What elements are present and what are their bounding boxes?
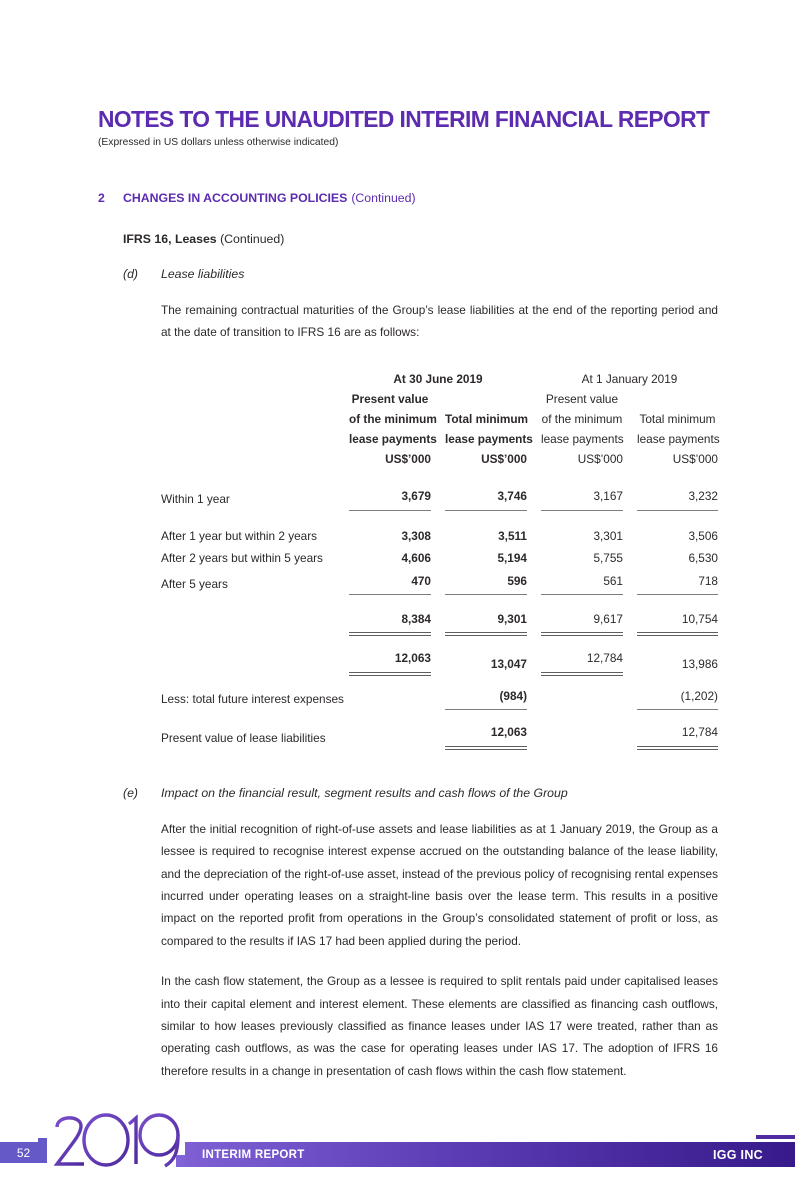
item-e-paragraph-2: In the cash flow statement, the Group as a lessee is required to split rentals paid under capitalised leases into their capital element and interest element. These elements are classified as financing cash outflows, similar to how leases previously classified as finance leases under IAS 17 were treated, rather than as operating cash outflows, as was the case for operating leases under IAS 17. The adoption of IFRS 16 therefore results in a change in presentation of cash flows within the cash flow statement. [161,974,718,1078]
subsection-heading [123,232,718,246]
interim-report-label: INTERIM REPORT [202,1148,305,1161]
section-continued: (Continued) [351,191,416,205]
section-number: 2 [98,191,105,205]
table-row-subtotal [161,608,718,636]
header-spacer [161,390,335,470]
cell-value: 4,606 [401,551,431,566]
cell-value: (1,202) [637,685,718,710]
row-label: Within 1 year [161,492,230,507]
table-row-after-2-years [161,547,718,569]
column-header-total-jan: Total minimum lease payments US$’000 [637,411,720,466]
item-e-label: (e) [123,785,139,800]
item-e-heading [123,786,718,800]
cell-value: 12,784 [541,647,623,675]
cell-value: 3,308 [401,528,431,543]
table-row-total [161,647,718,675]
cell-value: 12,063 [445,721,527,749]
cell-value: 12,063 [349,647,431,675]
item-e-title: Impact on the financial result, segment results and cash flows of the Group [161,785,568,800]
cell-value: 6,530 [688,551,718,566]
cell-value: 3,167 [541,485,623,510]
page-content [0,106,800,1082]
section-heading-row [98,191,718,205]
cell-value: 3,746 [445,485,527,510]
subsection-title: IFRS 16, Leases [123,232,217,246]
row-label: After 5 years [161,576,228,591]
cell-value: 3,301 [593,528,623,543]
item-d-title: Lease liabilities [161,267,245,281]
cell-value: 718 [637,570,718,595]
cell-value: 9,617 [541,608,623,636]
lease-maturities-table [161,369,718,750]
cell-value: 13,047 [490,657,527,672]
page-number: 52 [0,1142,47,1163]
group-header-1-january-2019: At 1 January 2019 [581,371,678,386]
cell-value: 12,784 [637,721,718,749]
cell-value: 5,755 [593,551,623,566]
subsection-continued: (Continued) [220,232,285,246]
cell-value: 3,506 [688,528,718,543]
table-row-after-5-years [161,570,718,595]
table-group-header-row [161,369,718,389]
company-name: IGG INC [712,1147,763,1162]
item-e-paragraph-1: After the initial recognition of right-of-use assets and lease liabilities as at 1 January 2019, the Group as a lessee is required to recognise interest expense accrued on the outstanding balance of the lease liability, and the depreciation of the right-of-use asset, instead of the previous policy of recognising rental expenses incurred under operating leases on a straight-line basis over the lease term. This results in a positive impact on the reported profit from operations in the Group’s consolidated statement of profit or loss, as compared to the results if IAS 17 had been applied during the period. [161,821,718,948]
row-label: After 2 years but within 5 years [161,551,323,566]
row-label: Less: total future interest expenses [161,691,344,706]
page-subtitle: (Expressed in US dollars unless otherwise indicated) [98,137,339,148]
group-header-30-june-2019: At 30 June 2019 [393,371,483,386]
table-row-within-1-year [161,485,718,510]
table-row-present-value [161,721,718,749]
cell-value: 9,301 [445,608,527,636]
cell-value: 5,194 [497,551,527,566]
column-header-total-jun: Total minimum lease payments US$’000 [445,411,533,466]
item-d-heading [123,267,718,281]
footer-accent-dash [756,1135,795,1139]
footer-bar [185,1142,795,1167]
cell-value: 8,384 [349,608,431,636]
table-column-header-row [161,390,718,470]
year-2019-logo [53,1112,185,1168]
cell-value: 10,754 [637,608,718,636]
column-header-pv-jun: Present value of the minimum lease payments US$’000 [349,391,437,466]
row-label: Present value of lease liabilities [161,731,326,746]
item-d-intro-paragraph: The remaining contractual maturities of the Group’s lease liabilities at the end of the reporting period and at the date of transition to IFRS 16 are as follows: [161,303,718,340]
cell-value: 3,511 [498,528,527,543]
cell-value: 3,232 [637,485,718,510]
cell-value: (984) [445,685,527,710]
section-title: CHANGES IN ACCOUNTING POLICIES [123,191,348,205]
cell-value: 596 [445,570,527,595]
cell-value: 470 [349,570,431,595]
page-title: NOTES TO THE UNAUDITED INTERIM FINANCIAL REPORT [98,106,710,132]
table-row-less-interest [161,685,718,710]
row-label: After 1 year but within 2 years [161,528,318,543]
column-header-pv-jan: Present value of the minimum lease payments US$’000 [541,391,624,466]
item-d-label: (d) [123,267,139,281]
cell-value: 3,679 [349,485,431,510]
cell-value: 13,986 [681,657,718,672]
table-row-after-1-year [161,525,718,547]
cell-value: 561 [541,570,623,595]
